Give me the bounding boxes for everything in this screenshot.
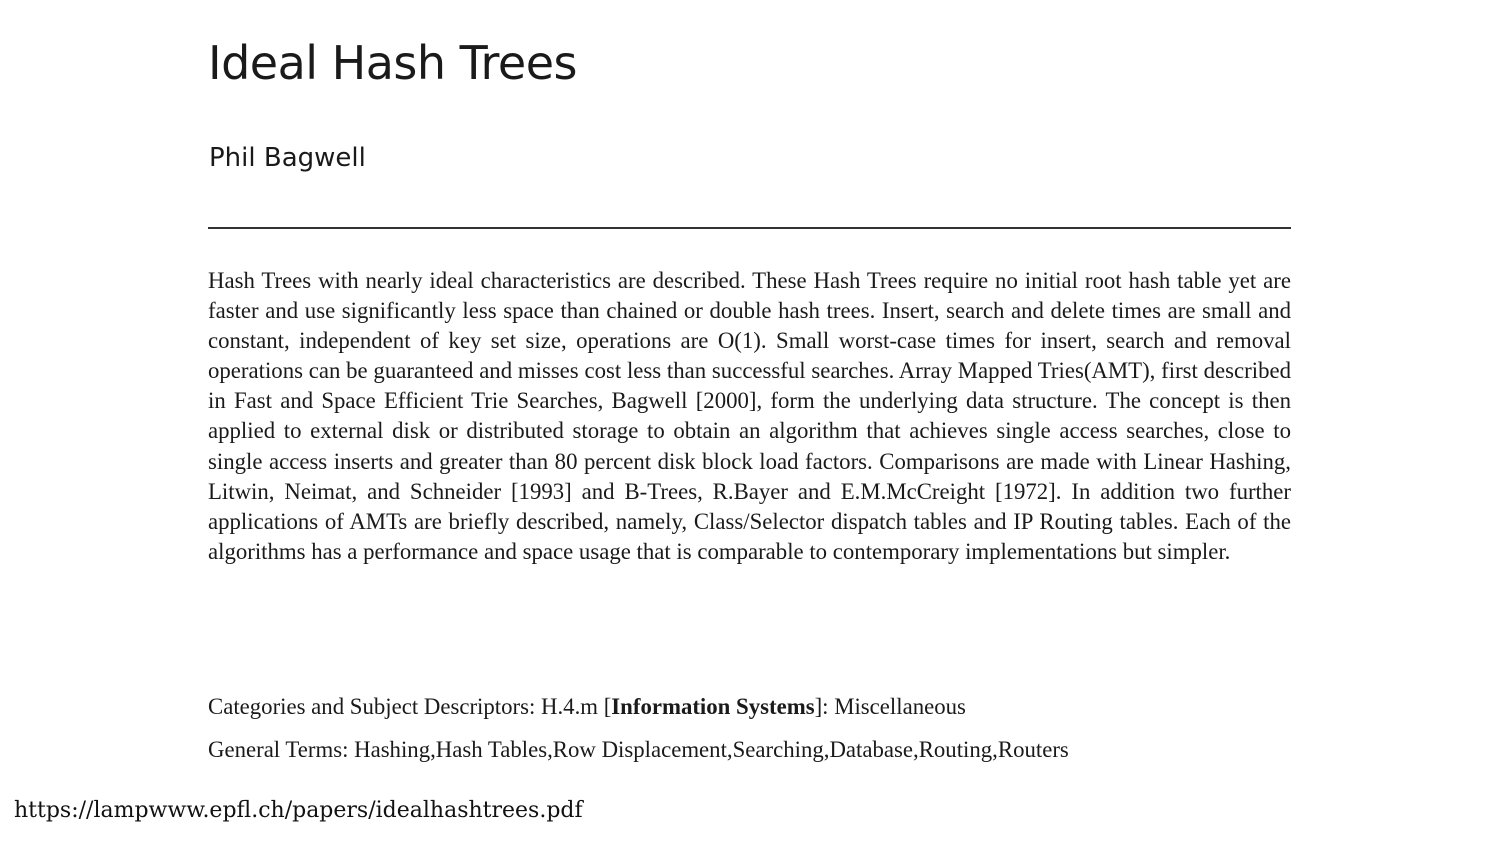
general-terms: General Terms: Hashing,Hash Tables,Row Displacement,Searching,Database,Routing,Routers [208,737,1069,762]
abstract: Hash Trees with nearly ideal characteristics are described. These Hash Trees require no initial root hash table yet are faster and use significantly less space than chained or double hash trees. Insert, search and delete times are small and constant, independent of key set size, operations are O(1). Small worst-case times for insert, search and removal operations can be guaranteed and misses cost less than successful searches. Array Mapped Tries(AMT), first described in Fast and Space Efficient Trie Searches, Bagwell [2000], form the underlying data structure. The concept is then applied to external disk or distributed storage to obtain an algorithm that achieves single access searches, close to single access inserts and greater than 80 percent disk block load factors. Comparisons are made with Linear Hashing, Litwin, Neimat, and Schneider [1993] and B-Trees, R.Bayer and E.M.McCreight [1972]. In addition two further applications of AMTs are briefly described, namely, Class/Selector dispatch tables and IP Routing tables. Each of the algorithms has a performance and space usage that is comparable to contemporary implementations but simpler. [208,268,1291,564]
categories-suffix: ]: Miscellaneous [814,694,966,719]
divider [208,227,1291,229]
source-url[interactable]: https://lampwww.epfl.ch/papers/idealhashtrees.pdf [14,798,583,823]
paper-title: Ideal Hash Trees [208,36,577,90]
categories-bold: Information Systems [611,694,815,719]
categories-prefix: Categories and Subject Descriptors: H.4.m [ [208,694,612,719]
author-name: Phil Bagwell [209,143,366,173]
categories-line [208,692,966,722]
